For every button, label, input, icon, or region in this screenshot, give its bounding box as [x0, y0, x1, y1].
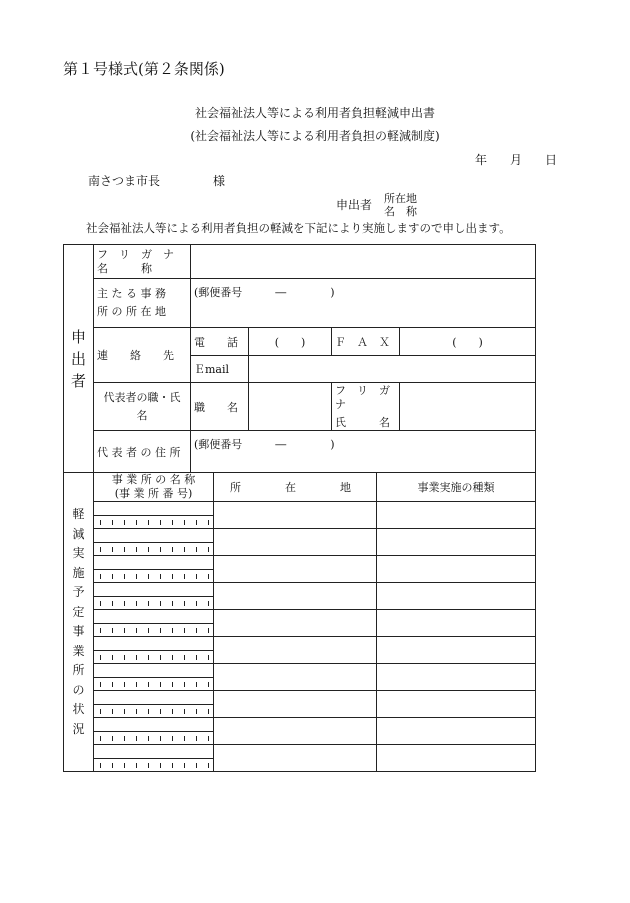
representative-address-label: 代 表 者 の 住 所	[94, 431, 191, 473]
office-name-field[interactable]	[94, 610, 214, 624]
office-number-field[interactable]	[94, 678, 214, 691]
office-service-field[interactable]	[377, 691, 536, 718]
intro-text: 社会福祉法人等による利用者負担の軽減を下記により実施しますので申し出ます。	[86, 221, 511, 235]
office-row	[64, 529, 536, 543]
representative-address-field[interactable]	[191, 431, 536, 473]
office-number-field[interactable]	[94, 651, 214, 664]
office-row	[64, 718, 536, 732]
office-side-char: 定	[72, 604, 85, 619]
office-service-field[interactable]	[377, 610, 536, 637]
office-number-boxes	[94, 597, 213, 609]
office-number-field[interactable]	[94, 597, 214, 610]
date-day-label: 日	[545, 153, 558, 167]
office-name-field[interactable]	[94, 718, 214, 732]
addressee-mayor: 南さつま市長	[88, 174, 161, 188]
office-location-field[interactable]	[214, 556, 377, 583]
office-location-field[interactable]	[214, 529, 377, 556]
office-location-field[interactable]	[214, 502, 377, 529]
position-field[interactable]	[249, 383, 332, 431]
tel-parens: ( )	[274, 335, 306, 349]
document-subtitle: (社会福祉法人等による利用者負担の軽減制度)	[190, 129, 440, 143]
contact-label: 連 絡 先	[94, 328, 191, 383]
tel-field[interactable]	[249, 328, 332, 356]
office-address-label: 主 た る 事 務 所 の 所 在 地	[94, 279, 191, 328]
position-label: 職 名	[191, 383, 249, 431]
office-side-char: 施	[72, 565, 85, 580]
office-location-field[interactable]	[214, 718, 377, 745]
office-name-field[interactable]	[94, 529, 214, 543]
fax-label: Ｆ Ａ Ｘ	[332, 328, 400, 356]
office-side-char: 減	[72, 526, 85, 541]
office-address-field[interactable]	[191, 279, 536, 328]
office-service-field[interactable]	[377, 664, 536, 691]
document-title: 社会福祉法人等による利用者負担軽減申出書	[194, 106, 435, 120]
applicant-address-label: 所在地	[384, 192, 417, 205]
office-location-field[interactable]	[214, 610, 377, 637]
office-row	[64, 610, 536, 624]
office-location-field[interactable]	[214, 691, 377, 718]
office-side-char: 軽	[72, 507, 85, 521]
office-row	[64, 556, 536, 570]
applicant-label: 申出者	[336, 198, 373, 212]
office-name-field[interactable]	[94, 745, 214, 759]
office-number-field[interactable]	[94, 624, 214, 637]
email-label: Ｅmail	[191, 356, 249, 383]
representative-name-field[interactable]	[400, 383, 536, 431]
applicant-table	[63, 244, 536, 473]
office-row	[64, 691, 536, 705]
office-side-char: 業	[72, 643, 85, 658]
office-service-field[interactable]	[377, 637, 536, 664]
office-name-field[interactable]	[94, 664, 214, 678]
office-row	[64, 637, 536, 651]
office-service-field[interactable]	[377, 529, 536, 556]
office-side-char: の	[72, 682, 85, 697]
office-name-field[interactable]	[94, 556, 214, 570]
office-location-field[interactable]	[214, 745, 377, 772]
office-side-char: 実	[72, 546, 85, 560]
office-number-field[interactable]	[94, 543, 214, 556]
rep-postal-code-text: (郵便番号 ― )	[194, 438, 335, 451]
service-type-header: 事業実施の種類	[377, 473, 536, 502]
office-side-char: 況	[72, 721, 85, 736]
office-location-field[interactable]	[214, 637, 377, 664]
office-service-field[interactable]	[377, 556, 536, 583]
office-location-field[interactable]	[214, 583, 377, 610]
office-side-label	[64, 473, 94, 772]
office-service-field[interactable]	[377, 502, 536, 529]
office-name-header: 事 業 所 の 名 称 (事 業 所 番 号)	[94, 473, 214, 502]
applicant-name-field[interactable]	[191, 245, 536, 279]
applicant-name-label: 名 称	[384, 205, 417, 218]
office-row	[64, 664, 536, 678]
fax-parens: ( )	[452, 335, 483, 349]
office-side-char: 予	[72, 585, 85, 599]
postal-code-text: (郵便番号 ― )	[194, 286, 335, 299]
office-number-boxes	[94, 705, 213, 717]
office-number-boxes	[94, 732, 213, 744]
office-number-field[interactable]	[94, 705, 214, 718]
office-service-field[interactable]	[377, 745, 536, 772]
office-number-boxes	[94, 516, 213, 528]
location-header: 所 在 地	[214, 473, 377, 502]
office-name-field[interactable]	[94, 502, 214, 516]
office-name-field[interactable]	[94, 583, 214, 597]
office-number-field[interactable]	[94, 759, 214, 772]
office-name-field[interactable]	[94, 691, 214, 705]
date-month-label: 月	[510, 153, 523, 167]
office-number-boxes	[94, 651, 213, 663]
representative-title-label: 代表者の職・氏 名	[94, 383, 191, 431]
office-name-field[interactable]	[94, 637, 214, 651]
furigana-name-label: フ リ ガ ナ 名 称	[94, 245, 191, 279]
office-row	[64, 502, 536, 516]
form-label: 第１号様式(第２条関係)	[63, 60, 225, 78]
office-row	[64, 745, 536, 759]
office-table	[63, 472, 536, 772]
office-row	[64, 583, 536, 597]
office-side-char: 所	[72, 663, 85, 677]
office-number-boxes	[94, 759, 213, 771]
tel-label: 電 話	[191, 328, 249, 356]
addressee-honorific: 様	[213, 174, 226, 188]
office-number-boxes	[94, 543, 213, 555]
representative-furigana-name-label: フ リ ガ ナ 氏 名	[332, 383, 400, 431]
office-number-field[interactable]	[94, 516, 214, 529]
date-year-label: 年	[475, 153, 488, 167]
email-field[interactable]	[249, 356, 536, 383]
office-number-boxes	[94, 624, 213, 636]
office-service-field[interactable]	[377, 583, 536, 610]
office-location-field[interactable]	[214, 664, 377, 691]
office-side-char: 状	[72, 702, 85, 716]
applicant-side-label: 申 出 者	[64, 245, 94, 473]
office-number-field[interactable]	[94, 732, 214, 745]
fax-field[interactable]	[400, 328, 536, 356]
office-service-field[interactable]	[377, 718, 536, 745]
office-number-field[interactable]	[94, 570, 214, 583]
office-side-char: 事	[72, 624, 85, 638]
office-number-boxes	[94, 678, 213, 690]
office-number-boxes	[94, 570, 213, 582]
